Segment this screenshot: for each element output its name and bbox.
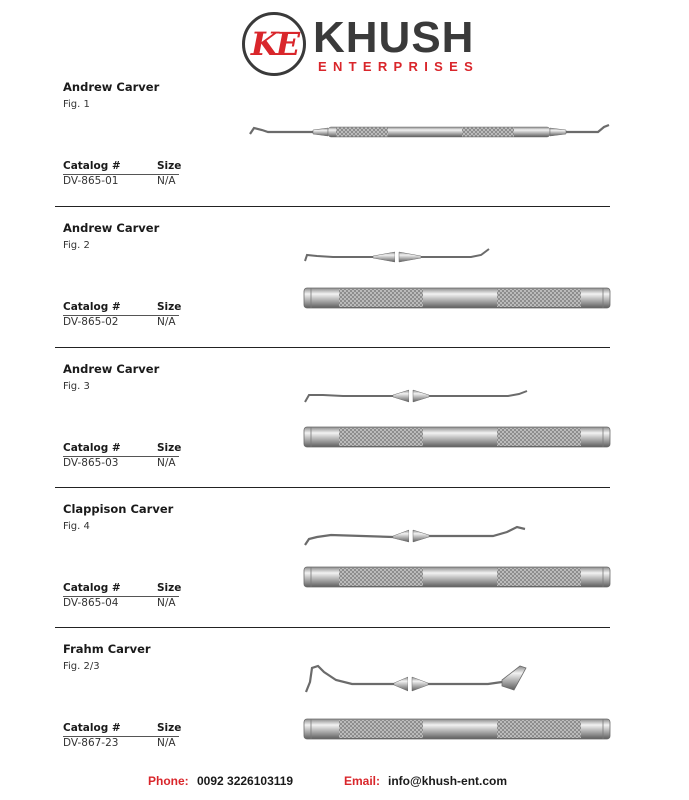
phone-number: 0092 3226103119: [197, 774, 294, 788]
section-divider: [55, 487, 610, 488]
product-name: Andrew Carver: [63, 221, 160, 235]
section-divider: [55, 206, 610, 207]
phone-label: Phone:: [148, 774, 189, 788]
product-section-3: [0, 362, 689, 503]
instrument-image: [248, 120, 613, 145]
size-column-header: Size: [157, 582, 182, 594]
product-name: Andrew Carver: [63, 80, 160, 94]
product-section-1: [0, 80, 689, 221]
handle-image: [303, 718, 611, 740]
product-name: Clappison Carver: [63, 502, 174, 516]
catalog-row: [63, 597, 179, 611]
size-value: N/A: [157, 316, 176, 328]
catalog-number: DV-865-02: [63, 316, 119, 328]
figure-label: Fig. 4: [63, 521, 90, 532]
figure-label: Fig. 2/3: [63, 661, 100, 672]
instrument-image: [303, 523, 531, 549]
handle-image: [303, 287, 611, 309]
size-value: N/A: [157, 457, 176, 469]
catalog-row: [63, 316, 179, 330]
figure-label: Fig. 3: [63, 381, 90, 392]
size-value: N/A: [157, 175, 176, 187]
catalog-row: [63, 737, 179, 751]
email-label: Email:: [344, 774, 381, 788]
catalog-column-header: Catalog #: [63, 442, 121, 454]
catalog-row: [63, 175, 179, 189]
figure-label: Fig. 1: [63, 99, 90, 110]
catalog-column-header: Catalog #: [63, 722, 121, 734]
instrument-image: [303, 386, 531, 408]
product-name: Andrew Carver: [63, 362, 160, 376]
catalog-header: [63, 582, 182, 597]
size-column-header: Size: [157, 301, 182, 313]
catalog-column-header: Catalog #: [63, 160, 121, 172]
catalog-header: [63, 301, 182, 316]
size-value: N/A: [157, 737, 176, 749]
catalog-header: [63, 722, 182, 737]
catalog-column-header: Catalog #: [63, 301, 121, 313]
size-column-header: Size: [157, 160, 182, 172]
product-section-4: [0, 502, 689, 643]
catalog-column-header: Catalog #: [63, 582, 121, 594]
catalog-row: [63, 457, 179, 471]
product-name: Frahm Carver: [63, 642, 151, 656]
logo-icon: [242, 12, 306, 76]
brand-header: [0, 0, 689, 80]
catalog-number: DV-865-03: [63, 457, 119, 469]
size-value: N/A: [157, 597, 176, 609]
email-address[interactable]: info@khush-ent.com: [388, 774, 508, 788]
product-section-5: [0, 642, 689, 783]
section-divider: [55, 347, 610, 348]
size-column-header: Size: [157, 722, 182, 734]
catalog-number: DV-865-01: [63, 175, 119, 187]
handle-image: [303, 566, 611, 588]
size-column-header: Size: [157, 442, 182, 454]
catalog-header: [63, 442, 182, 457]
logo-mark: KE: [250, 25, 298, 63]
catalog-header: [63, 160, 182, 175]
brand-subtitle: ENTERPRISES: [318, 59, 480, 74]
figure-label: Fig. 2: [63, 240, 90, 251]
handle-image: [303, 426, 611, 448]
catalog-number: DV-867-23: [63, 737, 119, 749]
section-divider: [55, 627, 610, 628]
instrument-image: [302, 662, 530, 698]
instrument-image: [303, 247, 493, 267]
brand-name: KHUSH: [313, 13, 475, 62]
contact-footer: [0, 770, 689, 794]
product-section-2: [0, 221, 689, 362]
catalog-number: DV-865-04: [63, 597, 119, 609]
